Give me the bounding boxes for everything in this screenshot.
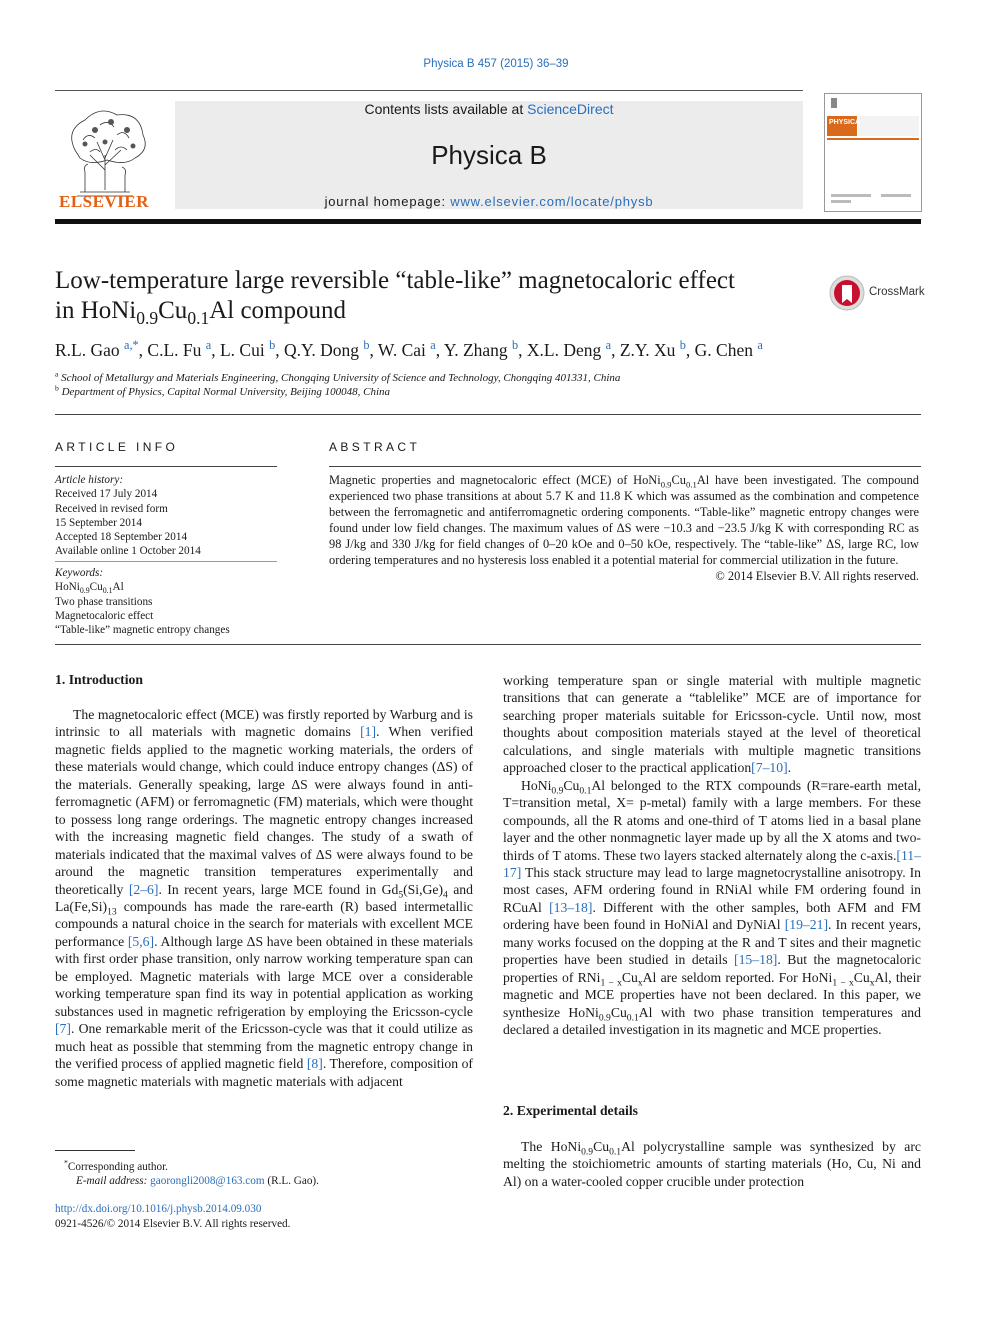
keyword: “Table-like” magnetic entropy changes (55, 624, 230, 637)
crossmark-icon (829, 275, 865, 311)
ref-link[interactable]: [11–17] (503, 847, 921, 880)
article-info-rule (55, 466, 277, 467)
journal-cover-thumbnail[interactable] (824, 93, 922, 212)
email-note: E-mail address: gaorongli2008@163.com (R.L. Gao). (76, 1175, 319, 1187)
elsevier-wordmark: ELSEVIER (59, 192, 149, 211)
paragraph: The magnetocaloric effect (MCE) was firstly reported by Warburg and is intrinsic to all materials with magnetic domains [1]. When verified magnetic fields applied to the magnetic working materials, the orders of these materials would change, which could induce entropy changes (ΔS) of the materials. Generally speaking, large ΔS were always found in anti-ferromagnetic (AFM) or ferromagnetic (FM) materials, which were thought to possess long range orderings. The magnetic entropy changes increased with the increasing magnetic field changes. The study of a swath of materials indicated that the maximal valves of ΔS were always found to be around the magnetic transition temperatures experimentally and theoretically [2–6]. In recent years, large MCE found in $Gd_5(Si,Ge)_4$ and $La(Fe,Si)_{13}$ compounds has made the rare-earth (R) based intermetallic compounds a natural choice in the search for materials with excellent MCE performance [5,6]. Although large ΔS have been obtained in these materials with first order phase transition, only narrow working temperature span can be employed. Magnetic materials with large MCE over a considerable working temperature span find its way in potential application as working substances used in magnetic refrigeration by employing the Ericsson-cycle [7]. One remarkable merit of the Ericsson-cycle was that it could utilize as much heat as possible that stemming from the magnetic entropy change in the verified process of applied magnetic field [8]. Therefore, composition of some magnetic materials with magnetic materials with adjacent (55, 707, 474, 1089)
abstract-body: Magnetic properties and magnetocaloric effect (MCE) of $HoNi_{0.9}Cu_{0.1}Al$ have been investigated. The compound experienced two phase transitions at about 5.7 K and 11.8 K which was assumed as the combination and competence between the ferromagnetic and antiferromagnetic ordering components. “Table-like” magnetic entropy changes were found under low field changes. The maximum values of ΔS were −10.3 and −23.5 J/kg K with corresponding RC as 98 J/kg and 330 J/kg for field changes of 0–20 kOe and 0–50 kOe, respectively. The “table-like” ΔS, large RC, low ordering temperatures and no hysteresis loss enabled it a potential material for commercial utilization in the future. © 2014 Elsevier B.V. All rights reserved. (329, 473, 919, 583)
paragraph: $HoNi_{0.9}Cu_{0.1}Al$ belonged to the RTX compounds (R=rare-earth metal, T=transition metal, X= p-metal) family with a large members. For these compounds, all the R atoms and one-third of T atoms lied in a basal plane layer and the other nonmagnetic layer made up by all the X atoms and two-thirds of T atoms. These two layers stacked alternately along the c-axis.[11–17] This stack structure may lead to large magnetocrystalline anisotropy. In most cases, AFM ordering found in RNiAl while FM ordering found in RCuAl [13–18]. Different with the other samples, both AFM and FM ordering have been found in HoNiAl and DyNiAl [19–21]. In recent years, many works focused on the dopping at the R and T sites and their magnetic properties have been studied in details [15–18]. But the magnetocaloric properties of $RNi_{1 - x}Cu_xAl$ are seldom reported. For $HoNi_{1 - x}Cu_xAl$, their magnetic and MCE properties have not been declared. In this paper, we synthesize $HoNi_{0.9}Cu_{0.1}Al$ with two phase transition temperatures and declared a detailed investigation in its magnetic and MCE properties. (503, 777, 921, 1038)
abstract-heading: ABSTRACT (329, 440, 421, 454)
history-line: Available online 1 October 2014 (55, 545, 201, 558)
doi-link[interactable]: http://dx.doi.org/10.1016/j.physb.2014.09.030 (55, 1203, 262, 1215)
article-history (55, 473, 277, 559)
author[interactable]: L. Cui $^b$ (219, 338, 276, 360)
contents-line (175, 101, 803, 117)
header-top-rule (55, 90, 803, 91)
right-column-body (503, 672, 921, 1039)
article-title (55, 266, 815, 326)
author[interactable]: C.L. Fu $^a$ (147, 338, 212, 360)
keyword: $HoNi_{0.9}Cu_{0.1}Al$ (55, 581, 124, 596)
ref-link[interactable]: [15–18] (734, 952, 778, 968)
paragraph: The $HoNi_{0.9}Cu_{0.1}Al$ polycrystalline sample was synthesized by arc melting the stoichiometric amounts of starting materials (Ho, Cu, Ni and Al) on a water-cooled copper crucible under protection (503, 1139, 921, 1189)
ref-link[interactable]: [7] (55, 1021, 71, 1037)
ref-link[interactable]: [1] (360, 724, 377, 740)
title-line-1: Low-temperature large reversible “table-like” magnetocaloric effect (55, 267, 735, 294)
keywords (55, 566, 277, 637)
contents-prefix: Contents lists available at (364, 101, 528, 117)
history-line: Received 17 July 2014 (55, 488, 158, 501)
issn-line: 0921-4526/© 2014 Elsevier B.V. All rights reserved. (55, 1218, 291, 1230)
section-heading-experimental: 2. Experimental details (503, 1103, 638, 1118)
footnote-rule (55, 1150, 135, 1151)
author[interactable]: Q.Y. Dong $^b$ (283, 338, 370, 360)
keywords-rule (55, 561, 277, 562)
author-list: R.L. Gao $^{a,*}$, C.L. Fu $^a$, L. Cui $^b$, Q.Y. Dong $^b$, W. Cai $^a$, Y. Zhang $^b$, X.L. Deng $^a$, Z.Y. Xu $^b$, G. Chen $^a$ (55, 338, 763, 360)
author[interactable]: R.L. Gao $^{a,*}$ (55, 338, 139, 360)
keyword: Two phase transitions (55, 595, 153, 608)
journal-citation[interactable]: Physica B 457 (2015) 36–39 (423, 58, 569, 70)
author[interactable]: Y. Zhang $^b$ (443, 338, 519, 360)
journal-cover-icon (825, 94, 921, 211)
header-thick-rule (55, 219, 921, 224)
abstract-rule (329, 466, 921, 467)
keywords-label: Keywords: (55, 567, 104, 579)
journal-name: Physica B (431, 140, 547, 170)
journal-homepage (175, 194, 803, 209)
abstract-bottom-rule (55, 644, 921, 645)
author[interactable]: W. Cai $^a$ (377, 338, 436, 360)
affiliation-rule (55, 414, 921, 415)
author[interactable]: G. Chen $^a$ (694, 338, 763, 360)
email-link[interactable]: gaorongli2008@163.com (150, 1175, 265, 1187)
ref-link[interactable]: [19–21] (784, 917, 829, 933)
affiliation-b: $^b$ Department of Physics, Capital Normal University, Beijing 100048, China (55, 383, 391, 398)
title-line-2: in $HoNi_{0.9}Cu_{0.1}Al$ compound (55, 297, 346, 328)
cover-title: PHYSICA (829, 119, 861, 126)
crossmark-badge[interactable] (829, 273, 939, 313)
experimental-body (503, 1138, 921, 1190)
sciencedirect-link[interactable]: ScienceDirect (527, 101, 614, 117)
ref-link[interactable]: [13–18] (549, 899, 593, 915)
article-info-heading: ARTICLE INFO (55, 440, 179, 454)
abstract-copyright: © 2014 Elsevier B.V. All rights reserved. (715, 569, 919, 583)
crossmark-label: CrossMark (869, 286, 925, 298)
ref-link[interactable]: [7–10] (751, 760, 788, 776)
homepage-prefix: journal homepage: (324, 194, 451, 209)
introduction-body (55, 706, 473, 1090)
homepage-link[interactable]: www.elsevier.com/locate/physb (450, 194, 654, 209)
history-line: Accepted 18 September 2014 (55, 531, 188, 544)
paragraph: working temperature span or single material with multiple magnetic transitions that can generate a “tablelike” MCE are of importance for searching proper materials suitable for Ericsson-cycle. Until now, most thoughts about composition materials stayed at the level of theoretical calculations, and single materials with multiple magnetic transitions approached closer to the practical application[7–10]. (503, 673, 921, 776)
ref-link[interactable]: [2–6] (128, 881, 159, 897)
section-heading-introduction: 1. Introduction (55, 672, 143, 687)
author[interactable]: X.L. Deng $^a$ (526, 338, 612, 360)
author[interactable]: Z.Y. Xu $^b$ (619, 338, 686, 360)
ref-link[interactable]: [8] (306, 1056, 323, 1072)
history-label: Article history: (55, 474, 124, 486)
ref-link[interactable]: [5,6] (127, 933, 155, 949)
corresponding-author-note: *Corresponding author. (64, 1158, 168, 1173)
doi-line[interactable] (55, 1202, 261, 1216)
affiliation-a: $^a$ School of Metallurgy and Materials Engineering, Chongqing University of Science and Technology, Chongqing 401331, China (55, 369, 621, 384)
history-line: 15 September 2014 (55, 516, 142, 529)
history-line: Received in revised form (55, 502, 168, 515)
keyword: Magnetocaloric effect (55, 609, 154, 622)
